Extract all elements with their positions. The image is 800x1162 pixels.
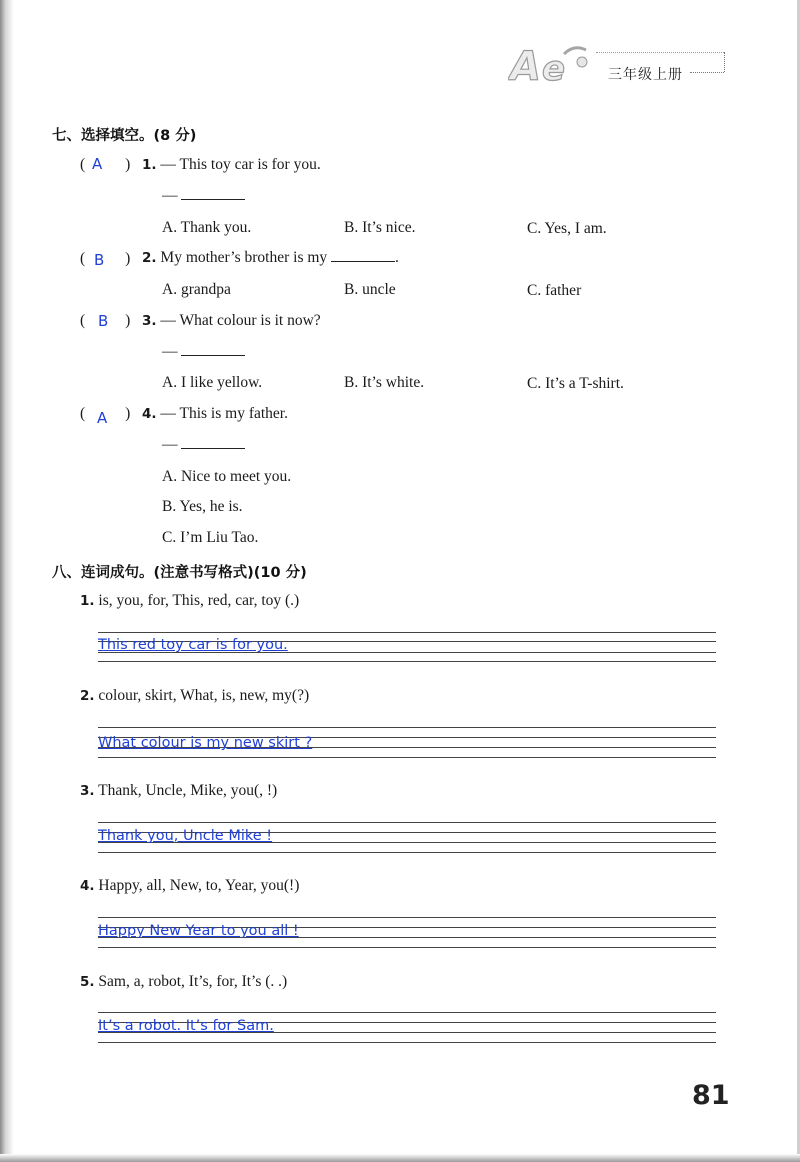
q2-answer: B [94, 251, 105, 269]
q4-stem [142, 405, 288, 423]
s8-item5-answer: It’s a robot. It’s for Sam. [98, 1018, 274, 1034]
s8-item2-writing-line [98, 757, 716, 758]
q4-answer: A [97, 409, 108, 427]
s8-item3-writing-line [98, 852, 716, 853]
q2-stem [142, 249, 399, 267]
s8-item1-writing-line [98, 632, 716, 633]
s8-item3-answer: Thank you, Uncle Mike ! [98, 828, 273, 844]
q4-reply-line [162, 436, 245, 454]
q2-text: My mother’s brother is my [160, 249, 328, 266]
q1-stem [142, 156, 321, 174]
s8-item5-writing-line [98, 1042, 716, 1043]
q4-option-a: A. Nice to meet you. [162, 468, 292, 485]
s8-item2-writing-line [98, 727, 716, 728]
q3-dash: — [162, 343, 178, 360]
q1-number: 1. [142, 157, 157, 173]
q4-number: 4. [142, 406, 157, 422]
q2-period: . [395, 249, 399, 266]
q1-option-a: A. Thank you. [162, 219, 252, 236]
s8-item4-writing-line [98, 947, 716, 948]
header-dotted-tick [724, 52, 725, 72]
q3-number: 3. [142, 313, 157, 329]
s8-item1-prompt [80, 592, 299, 610]
q4-option-c: C. I’m Liu Tao. [162, 529, 259, 546]
s8-item1-number: 1. [80, 593, 95, 609]
q4-dash: — [162, 436, 178, 453]
s8-item5-prompt [80, 973, 287, 991]
page-number: 81 [692, 1080, 730, 1111]
q2-answer-paren: ( ) [80, 250, 131, 267]
s8-item1-words: is, you, for, This, red, car, toy (.) [98, 592, 300, 609]
svg-text:A: A [510, 44, 541, 88]
section-7-title: 七、选择填空。(8 分) [52, 128, 197, 144]
s8-item3-number: 3. [80, 783, 95, 799]
s8-item1-writing-line [98, 661, 716, 662]
s8-item3-prompt [80, 782, 277, 800]
q1-answer-paren: ( ) [80, 156, 131, 173]
q3-option-a: A. I like yellow. [162, 374, 263, 391]
q2-blank [331, 261, 395, 262]
book-logo-graphic [508, 40, 594, 88]
q3-option-b: B. It’s white. [344, 374, 425, 391]
grade-label: 三年级上册 [608, 67, 683, 83]
q3-stem [142, 312, 321, 330]
q2-option-b: B. uncle [344, 281, 396, 298]
s8-item5-writing-line [98, 1012, 716, 1013]
s8-item3-words: Thank, Uncle, Mike, you(, !) [98, 782, 278, 799]
q1-option-b: B. It’s nice. [344, 219, 416, 236]
header-dotted-rule [596, 52, 724, 53]
q2-number: 2. [142, 250, 157, 266]
s8-item2-words: colour, skirt, What, is, new, my(?) [98, 687, 310, 704]
q4-text: — This is my father. [160, 405, 288, 422]
svg-text:e: e [542, 49, 566, 88]
q1-dash: — [162, 187, 178, 204]
s8-item4-answer: Happy New Year to you all ! [98, 923, 299, 939]
s8-item4-number: 4. [80, 878, 95, 894]
page-edge-bottom [0, 1154, 800, 1162]
q3-blank [181, 355, 245, 356]
q1-option-c: C. Yes, I am. [527, 220, 607, 237]
s8-item2-number: 2. [80, 688, 95, 704]
q2-option-a: A. grandpa [162, 281, 231, 298]
s8-item5-words: Sam, a, robot, It’s, for, It’s (. .) [98, 973, 288, 990]
q3-answer-paren: ( ) [80, 312, 131, 329]
s8-item3-writing-line [98, 822, 716, 823]
q4-option-b: B. Yes, he is. [162, 498, 243, 515]
s8-item5-number: 5. [80, 974, 95, 990]
q3-text: — What colour is it now? [160, 312, 321, 329]
s8-item4-prompt [80, 877, 299, 895]
q1-answer: A [92, 155, 103, 173]
q4-blank [181, 448, 245, 449]
q3-option-c: C. It’s a T-shirt. [527, 375, 624, 392]
page-edge-shadow [0, 0, 14, 1162]
s8-item1-answer: This red toy car is for you. [98, 637, 288, 653]
section-8-title: 八、连词成句。(注意书写格式)(10 分) [52, 565, 307, 581]
q2-option-c: C. father [527, 282, 582, 299]
s8-item4-writing-line [98, 917, 716, 918]
q3-reply-line [162, 343, 245, 361]
s8-item2-prompt [80, 687, 309, 705]
s8-item4-words: Happy, all, New, to, Year, you(!) [98, 877, 300, 894]
q4-answer-paren: ( ) [80, 405, 131, 422]
q1-blank [181, 199, 245, 200]
header-dotted-leader [690, 72, 724, 73]
q1-text: — This toy car is for you. [160, 156, 321, 173]
s8-item2-answer: What colour is my new skirt ? [98, 735, 313, 751]
q3-answer: B [98, 312, 109, 330]
q1-reply-line [162, 187, 245, 205]
